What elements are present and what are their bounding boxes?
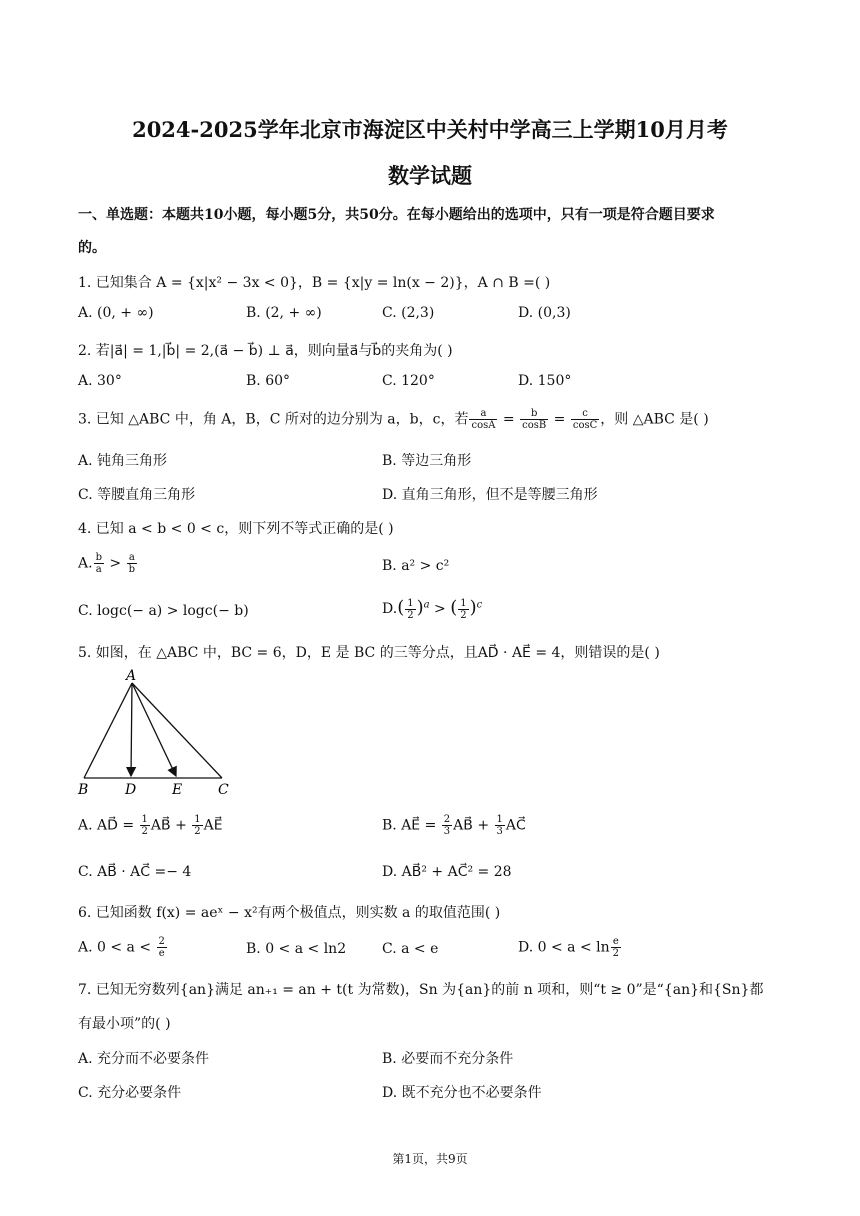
q3-fraction-c: $\frac{c}{\cos C}$ <box>572 408 598 431</box>
q1-option-d: D. (0,3) <box>518 305 571 321</box>
q6-option-a: A. 0 < a < $\frac{2}{e}$ <box>78 936 165 959</box>
q6-option-d: D. 0 < a < ln $\frac{e}{2}$ <box>518 936 620 959</box>
q4-stem: 4. 已知 a < b < 0 < c，则下列不等式正确的是( ) <box>78 521 394 537</box>
q2-option-c: C. 120° <box>382 373 435 389</box>
q5-option-a: A. AD⃗ = $\frac{1}{2}$ AB⃗ + $\frac{1}{2}$ AE⃗ <box>78 814 223 837</box>
q5-option-d: D. AB⃗² + AC⃗² = 28 <box>382 864 512 880</box>
q4-option-c: C. logc(− a) > logc(− b) <box>78 603 249 619</box>
q7-stem: 7. 已知无穷数列{an}满足 an₊₁ = an + t(t 为常数)，Sn 为{an}的前 n 项和，则“t ≥ 0”是“{an}和{Sn}都 <box>78 982 764 998</box>
q3-option-d: D. 直角三角形，但不是等腰三角形 <box>382 487 598 503</box>
q2-option-b: B. 60° <box>246 373 291 389</box>
q3-fraction-a: $\frac{a}{\cos A}$ <box>471 408 496 431</box>
vector-ad <box>131 683 132 776</box>
q3-option-a: A. 钝角三角形 <box>78 453 168 469</box>
q2-stem: 2. 若|a⃗| = 1,|b⃗| = 2,(a⃗ − b⃗) ⊥ a⃗，则向量a⃗与b⃗的夹角为( ) <box>78 343 453 359</box>
q5-option-c: C. AB⃗ · AC⃗ =− 4 <box>78 864 192 880</box>
q3-fraction-b: $\frac{b}{\cos B}$ <box>522 408 547 431</box>
q3-option-b: B. 等边三角形 <box>382 453 472 469</box>
q1-option-a: A. (0, + ∞) <box>78 305 154 321</box>
q7-option-b: B. 必要而不充分条件 <box>382 1051 514 1067</box>
label-b: B <box>78 782 89 798</box>
q3-option-c: C. 等腰直角三角形 <box>78 487 196 503</box>
q5-stem: 5. 如图，在 △ABC 中，BC = 6，D，E 是 BC 的三等分点，且AD⃗ · AE⃗ = 4，则错误的是( ) <box>78 645 660 661</box>
q7-option-a: A. 充分而不必要条件 <box>78 1051 210 1067</box>
title-line-2: 数学试题 <box>388 163 472 188</box>
q1-option-c: C. (2,3) <box>382 305 435 321</box>
label-a: A <box>126 668 137 684</box>
q4-option-d: D.( $\frac{1}{2}$ )$^a$ > ( $\frac{1}{2}$ )$^c$ <box>382 597 483 621</box>
q3-stem: 3. 已知 △ABC 中，角 A，B，C 所对的边分别为 a，b，c，若 $\frac{a}{\cos A}$ = $\frac{b}{\cos B}$ = $\frac{c}{\cos C}$ ，则 △ABC 是( ) <box>78 408 709 431</box>
q6-stem: 6. 已知函数 f(x) = aeˣ − x²有两个极值点，则实数 a 的取值范围( ) <box>78 905 501 921</box>
label-e: E <box>172 782 183 798</box>
q3-stem-end: ，则 △ABC 是( ) <box>600 411 709 428</box>
side-ac <box>132 683 222 778</box>
q1-option-b: B. (2, + ∞) <box>246 305 322 321</box>
q2-option-d: D. 150° <box>518 373 572 389</box>
q7-option-c: C. 充分必要条件 <box>78 1085 182 1101</box>
q4-option-a: A. $\frac{b}{a}$ > $\frac{a}{b}$ <box>78 552 136 575</box>
q1-stem: 1. 已知集合 A = {x|x² − 3x < 0}，B = {x|y = ln(x − 2)}，A ∩ B =( ) <box>78 275 551 291</box>
q2-option-a: A. 30° <box>78 373 122 389</box>
section-heading: 一、单选题：本题共10小题，每小题5分，共50分。在每小题给出的选项中，只有一项是符合题目要求 <box>78 207 715 223</box>
q5-option-b: B. AE⃗ = $\frac{2}{3}$ AB⃗ + $\frac{1}{3}$ AC⃗ <box>382 814 526 837</box>
q4-option-b: B. a² > c² <box>382 558 450 574</box>
q6-option-c: C. a < e <box>382 941 439 957</box>
label-c: C <box>218 782 229 798</box>
q6-option-b: B. 0 < a < ln2 <box>246 941 347 957</box>
label-d: D <box>125 782 137 798</box>
q7-option-d: D. 既不充分也不必要条件 <box>382 1085 542 1101</box>
title-line-1: 2024-2025学年北京市海淀区中关村中学高三上学期10月月考 <box>132 117 728 142</box>
section-heading-cont: 的。 <box>78 240 106 256</box>
q3-stem-text: 3. 已知 △ABC 中，角 A，B，C 所对的边分别为 a，b，c，若 <box>78 411 469 428</box>
side-ab <box>84 683 132 778</box>
vector-ae <box>132 683 176 776</box>
triangle-figure <box>70 668 250 800</box>
q7-stem-cont: 有最小项”的( ) <box>78 1016 171 1032</box>
page-footer: 第1页，共9页 <box>392 1152 468 1166</box>
